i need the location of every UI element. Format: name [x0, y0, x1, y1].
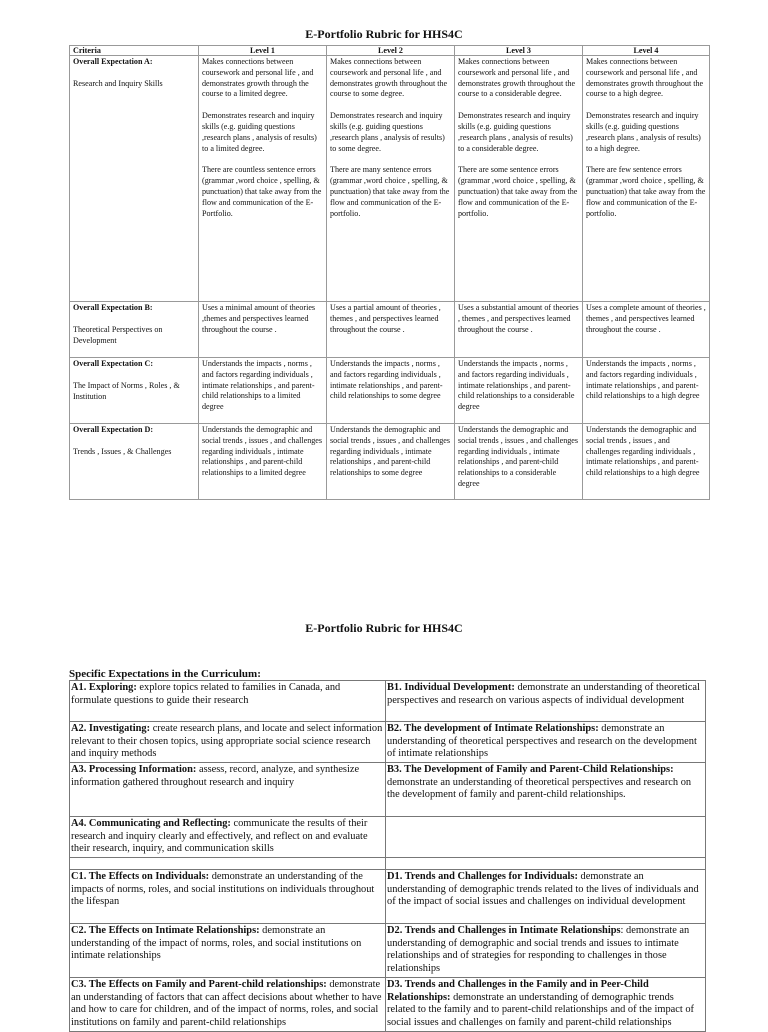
spec-cell-empty [386, 817, 706, 858]
spec-row-spacer [70, 858, 706, 870]
descriptor: Demonstrates research and inquiry skills (e.g. guiding questions ,research plans , analysis of results) to a high degree. [586, 111, 701, 153]
descriptor: Makes connections between coursework and personal life , and demonstrates growth through the course to a limited degree. [202, 57, 314, 99]
descriptor: Demonstrates research and inquiry skills (e.g. guiding questions ,research plans , analysis of results) to a considerable degree. [458, 111, 573, 153]
spec-text: demonstrate an understanding of theoretical perspectives and research on the development of intimate relationships [387, 723, 697, 760]
spec-text: assess, record, analyze, and synthesize information gathered throughout research and inquiry [71, 764, 360, 788]
descriptor: There are countless sentence errors (grammar ,word choice , spelling, & punctuation) that take away from the flow and communication of the E-Portfolio. [202, 165, 322, 218]
header-criteria: Criteria [70, 46, 199, 56]
spec-row [70, 722, 706, 763]
rubric-row-d [70, 424, 710, 500]
rubric-row-c [70, 358, 710, 424]
spec-text: demonstrate an understanding of the impact of norms, roles, and social institutions on intimate relationships [71, 925, 362, 962]
level-cell: Uses a partial amount of theories , themes , and perspectives learned throughout the course . [327, 302, 455, 358]
level-cell: Understands the demographic and social trends , issues , and challenges regarding individuals , intimate relationships , and parent-child relationships to a considerable degree [455, 424, 583, 500]
level-cell [327, 56, 455, 302]
rubric-table [69, 45, 710, 500]
level-cell: Uses a substantial amount of theories , themes , and perspectives learned throughout the course . [455, 302, 583, 358]
criteria-cell [70, 56, 199, 302]
descriptor: Makes connections between coursework and personal life , and demonstrates growth throughout the course to a considerable degree. [458, 57, 576, 99]
spec-cell-a2 [70, 722, 386, 763]
spec-label: C3. The Effects on Family and Parent-child relationships: [71, 979, 327, 990]
expectation-label: Overall Expectation C: [73, 359, 154, 368]
spec-text: demonstrate an understanding of theoretical perspectives and research on various aspects of individual development [387, 682, 700, 706]
spec-cell-a1 [70, 681, 386, 722]
spec-label: C1. The Effects on Individuals: [71, 871, 210, 882]
spec-row [70, 924, 706, 978]
descriptor: There are few sentence errors (grammar ,word choice , spelling, & punctuation) that take away from the flow and communication of the E-portfolio. [586, 165, 706, 218]
spec-cell-d2 [386, 924, 706, 978]
spec-cell-b2 [386, 722, 706, 763]
expectation-subtitle: Theoretical Perspectives on Development [73, 324, 163, 345]
expectation-label: Overall Expectation B: [73, 303, 153, 312]
expectation-label: Overall Expectation D: [73, 425, 154, 434]
descriptor: Demonstrates research and inquiry skills (e.g. guiding questions ,research plans , analysis of results) to a limited degree. [202, 111, 317, 153]
spec-text: explore topics related to families in Canada, and formulate questions to guide their research [71, 682, 341, 706]
spec-text: create research plans, and locate and select information relevant to their chosen topics, using appropriate social science research and inquiry methods [71, 723, 383, 760]
spec-label: A1. Exploring: [71, 682, 137, 693]
level-cell: Understands the impacts , norms , and factors regarding individuals , intimate relationships , and parent-child relationships to a limited degree [199, 358, 327, 424]
spec-text: : demonstrate an understanding of demographic and social trends and issues to intimate relationships and of strategies for responding to challenges in those relationships [387, 925, 690, 974]
spec-cell-b3 [386, 763, 706, 817]
spec-label: A3. Processing Information: [71, 764, 197, 775]
header-level-2: Level 2 [327, 46, 455, 56]
rubric-row-a [70, 56, 710, 302]
header-level-1: Level 1 [199, 46, 327, 56]
level-cell: Uses a complete amount of theories , themes , and perspectives learned throughout the course . [583, 302, 710, 358]
spec-cell-d1 [386, 870, 706, 924]
spec-label: D2. Trends and Challenges in Intimate Relationships [387, 925, 621, 936]
expectation-subtitle: The Impact of Norms , Roles , & Institution [73, 380, 180, 401]
spec-cell-a4 [70, 817, 386, 858]
level-cell: Understands the demographic and social trends , issues , and challenges regarding individuals , intimate relationships , and parent-child relationships to a high degree [583, 424, 710, 500]
descriptor: There are many sentence errors (grammar ,word choice , spelling, & punctuation) that take away from the flow and communication of the E-portfolio. [330, 165, 450, 218]
spec-text: demonstrate an understanding of theoretical perspectives and research on the development of family and parent-child relationships. [387, 776, 692, 801]
criteria-cell [70, 358, 199, 424]
spec-row [70, 681, 706, 722]
spec-label: A4. Communicating and Reflecting: [71, 818, 231, 829]
spec-cell-d3 [386, 978, 706, 1032]
spec-cell-c1 [70, 870, 386, 924]
rubric-title: E-Portfolio Rubric for HHS4C [305, 27, 463, 41]
level-cell: Understands the demographic and social trends , issues , and challenges regarding individuals , intimate relationships , and parent-child relationships to some degree [327, 424, 455, 500]
spec-row [70, 763, 706, 817]
spec-text: communicate the results of their research and inquiry clearly and effectively, and reflect on and evaluate their research, inquiry, and communication skills [71, 818, 368, 855]
spec-text: demonstrate an understanding of the impacts of norms, roles, and social institutions on individuals throughout the lifespan [71, 871, 375, 908]
level-cell [455, 56, 583, 302]
spec-cell-b1 [386, 681, 706, 722]
spec-label: A2. Investigating: [71, 723, 151, 734]
rubric-row-b [70, 302, 710, 358]
spec-row [70, 870, 706, 924]
spec-cell-c2 [70, 924, 386, 978]
spec-cell-c3 [70, 978, 386, 1032]
spec-cell-empty [386, 858, 706, 870]
expectation-subtitle: Research and Inquiry Skills [73, 78, 163, 88]
level-cell: Understands the impacts , norms , and factors regarding individuals , intimate relationships , and parent-child relationships to a considerable degree [455, 358, 583, 424]
expectation-subtitle: Trends , Issues , & Challenges [73, 446, 172, 456]
level-cell: Uses a minimal amount of theories ,themes and perspectives learned throughout the course . [199, 302, 327, 358]
level-cell: Understands the impacts , norms , and factors regarding individuals , intimate relationships , and parent-child relationships to a high degree [583, 358, 710, 424]
rubric-title-page-2: E-Portfolio Rubric for HHS4C [305, 621, 463, 635]
level-cell: Understands the demographic and social trends , issues , and challenges regarding individuals , intimate relationships , and parent-child relationships to a limited degree [199, 424, 327, 500]
spec-label: D3. Trends and Challenges in the Family and in Peer-Child Relationships: [387, 979, 649, 1003]
spec-text: demonstrate an understanding of factors that can affect decisions about whether to have and how to care for children, and of the impact of norms, roles, and social institutions on family and parent-child relationships [71, 979, 382, 1028]
criteria-cell [70, 302, 199, 358]
header-level-4: Level 4 [583, 46, 710, 56]
level-cell: Understands the impacts , norms , and factors regarding individuals , intimate relationships , and parent-child relationships to some degree [327, 358, 455, 424]
spec-label: D1. Trends and Challenges for Individuals: [387, 871, 578, 882]
descriptor: Makes connections between coursework and personal life , and demonstrates growth throughout the course to a high degree. [586, 57, 704, 99]
specific-expectations-heading: Specific Expectations in the Curriculum: [69, 668, 261, 680]
specific-expectations-table [69, 680, 706, 1032]
spec-cell-a3 [70, 763, 386, 817]
rubric-header-row [70, 46, 710, 56]
spec-text: demonstrate an understanding of demographic trends related to the lives of individuals and of the impact of social issues and challenges on individual development [387, 871, 699, 908]
level-cell [583, 56, 710, 302]
descriptor: Makes connections between coursework and personal life , and demonstrates growth throughout the course to some degree. [330, 57, 448, 99]
descriptor: Demonstrates research and inquiry skills (e.g. guiding questions ,research plans , analysis of results) to some degree. [330, 111, 445, 153]
spec-label: B3. The Development of Family and Parent-Child Relationships: [387, 764, 674, 775]
header-level-3: Level 3 [455, 46, 583, 56]
spec-row [70, 817, 706, 858]
level-cell [199, 56, 327, 302]
criteria-cell [70, 424, 199, 500]
spec-label: B2. The development of Intimate Relationships: [387, 723, 599, 734]
expectation-label: Overall Expectation A: [73, 57, 153, 66]
spec-label: C2. The Effects on Intimate Relationships: [71, 925, 260, 936]
spec-label: B1. Individual Development: [387, 682, 515, 693]
spec-cell-empty [70, 858, 386, 870]
spec-row [70, 978, 706, 1032]
spec-text: demonstrate an understanding of demographic trends related to the family and to parent-child relationships and of the impact of social issues and challenges on family and parent-child relationships [387, 991, 695, 1028]
descriptor: There are some sentence errors (grammar ,word choice , spelling, & punctuation) that take away from the flow and communication of the E-portfolio. [458, 165, 578, 218]
